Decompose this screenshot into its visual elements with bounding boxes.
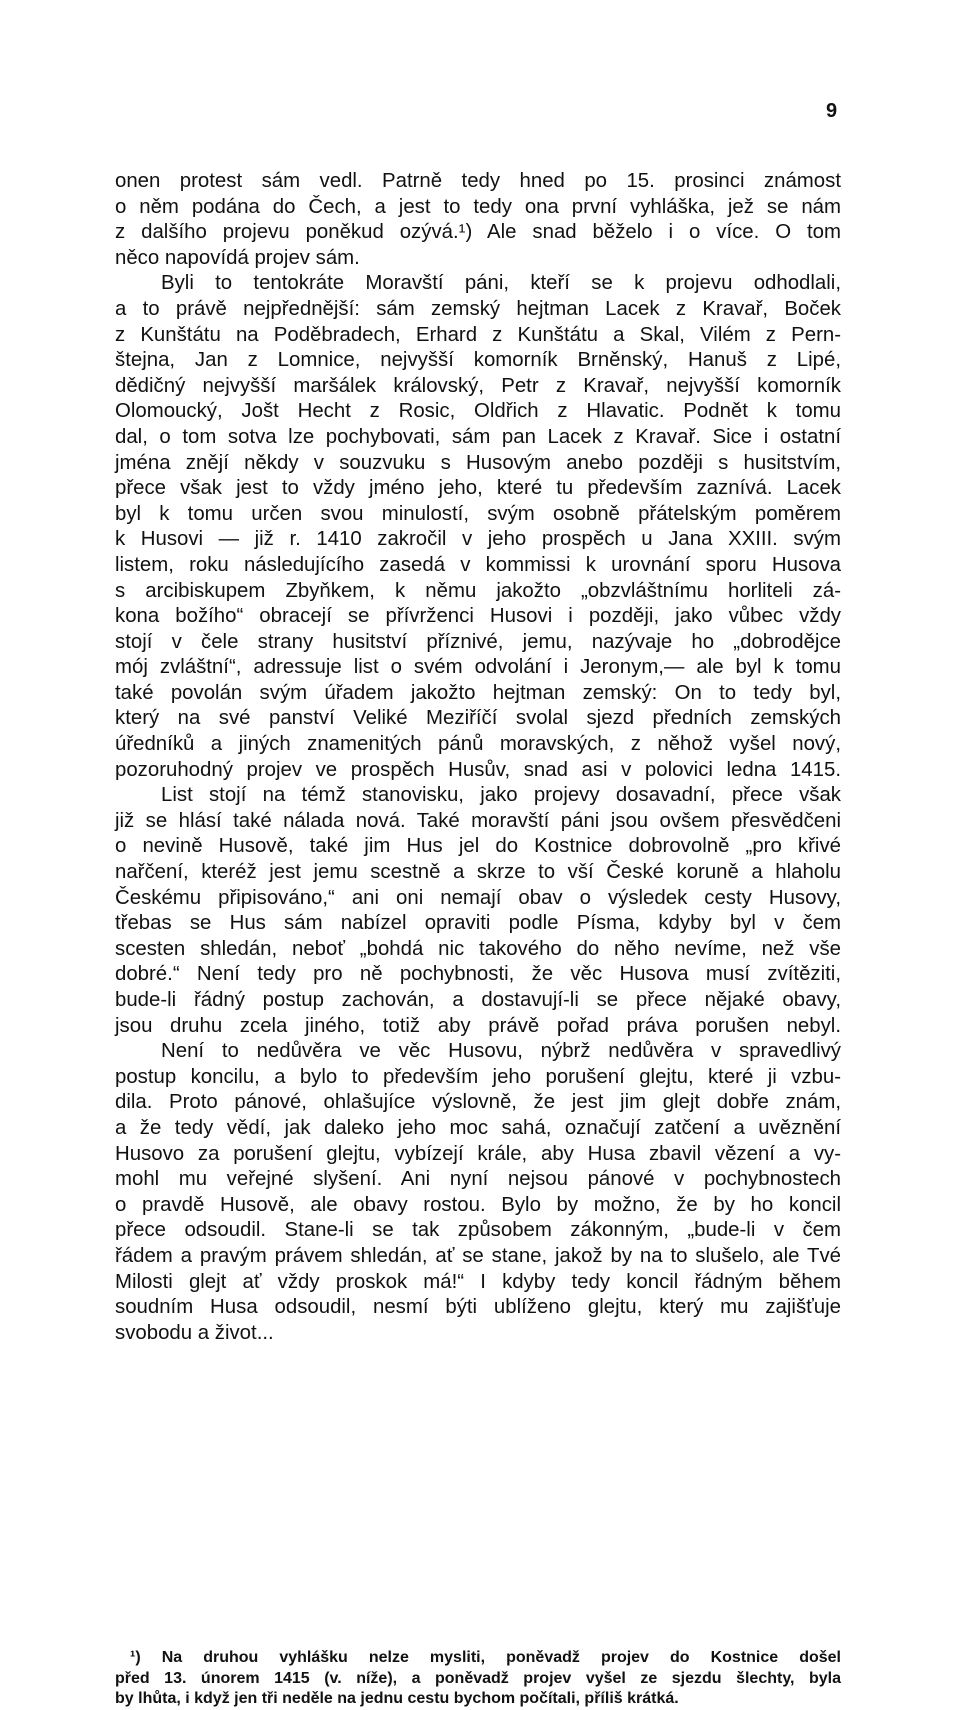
text-line: mój zvláštní“, adressuje list o svém odvolání i Jeronym,— ale byl k tomu [115,656,841,679]
text-line: bude-li řádný postup zachován, a dostavují-li se přece nějaké obavy, [115,989,841,1011]
text-line: onen protest sám vedl. Patrně tedy hned po 15. prosinci známost [115,170,841,192]
text-line: přece však jest to vždy jméno jeho, které tu především zaznívá. Lacek [115,477,841,500]
text-line: List stojí na témž stanovisku, jako projevy dosavadní, přece však [161,784,841,807]
text-line: o pravdě Husově, ale obavy rostou. Bylo by možno, že by ho koncil [115,1193,841,1216]
text-line: z dalšího projevu poněkud ozývá.¹) Ale snad běželo i o více. O tom [115,221,841,244]
text-line: o něm podána do Čech, a jest to tedy ona první vyhláška, jež se nám [115,195,841,218]
text-line: jsou druhu zcela jiného, totiž aby právě pořad práva porušen nebyl. [115,1014,841,1037]
text-line: mohl mu veřejné slyšení. Ani nyní nejsou pánové v pochybnostech [115,1168,841,1191]
text-line: a to právě nejpřednější: sám zemský hejtman Lacek z Kravař, Boček [115,297,841,320]
text-line: dila. Proto pánové, ohlašujíce výslovně, že jest jim glejt dobře znám, [115,1091,841,1114]
text-line: scesten shledán, neboť „bohdá nic takového do něho nevíme, než vše [115,937,841,960]
text-line: Milosti glejt ať vždy proskok má!“ I kdyby tedy koncil řádným během [115,1270,841,1293]
text-line: Byli to tentokráte Moravští páni, kteří se k projevu odhodlali, [161,272,841,295]
footnote-line: ¹) Na druhou vyhlášku nelze mysliti, poněvadž projev do Kostnice došel [130,1649,841,1666]
text-line: také povolán svým úřadem jakožto hejtman zemský: On to tedy byl, [115,681,841,704]
text-line: dědičný nejvyšší maršálek královský, Petr z Kravař, nejvyšší komorník [115,374,841,397]
footnote-line: před 13. únorem 1415 (v. níže), a poněvadž projev vyšel ze sjezdu šlechty, byla [115,1669,841,1687]
text-line: dobré.“ Není tedy pro ně pochybnosti, že věc Husova musí zvítěziti, [115,963,841,986]
footnote-line: by lhůta, i když jen tři neděle na jednu cestu bychom počítali, příliš krátká. [115,1690,679,1707]
text-line: s arcibiskupem Zbyňkem, k němu jakožto „obzvláštnímu horliteli zá- [115,579,841,602]
text-line: Českému připisováno,“ ani oni nemají obav o výsledek cesty Husovy, [115,886,841,909]
text-line: byl k tomu určen svou minulostí, svým osobně přátelským poměrem [115,502,841,525]
text-line: Husovo za porušení glejtu, vybízejí krále, aby Husa zbavil vězení a vy- [115,1142,841,1165]
text-line: postup koncilu, a bylo to především jeho porušení glejtu, které ji vzbu- [115,1065,841,1088]
text-line: kona božího“ obracejí se přívrženci Husovi i později, jako vůbec vždy [115,605,841,628]
text-line: stojí v čele strany husitství příznivé, jemu, nazývaje ho „dobrodějce [115,630,841,653]
page-number: 9 [826,100,838,122]
text-line: úředníků a jiných znamenitých pánů moravských, z něhož vyšel nový, [115,733,841,756]
text-line: třebas se Hus sám nabízel opraviti podle Písma, kdyby byl v čem [115,912,841,935]
text-line: řádem a pravým právem shledán, ať se stane, jakož by na to slušelo, ale Tvé [115,1244,841,1267]
text-line: jména znějí někdy v souzvuku s Husovým anebo později s husitstvím, [115,451,841,474]
text-line: Olomoucký, Jošt Hecht z Rosic, Oldřich z Hlavatic. Podnět k tomu [115,400,841,423]
footnote [115,1648,841,1710]
text-line: přece odsoudil. Stane-li se tak způsobem zákonným, „bude-li v čem [115,1219,841,1242]
text-line: dal, o tom sotva lze pochybovati, sám pan Lacek z Kravař. Sice i ostatní [115,425,841,448]
body-text [115,169,841,1346]
text-line: který na své panství Veliké Meziříčí svolal sjezd předních zemských [115,707,841,730]
text-line: z Kunštátu na Poděbradech, Erhard z Kunštátu a Skal, Vilém z Pern- [115,323,841,346]
text-line: pozoruhodný projev ve prospěch Husův, snad asi v polovici ledna 1415. [115,758,841,781]
text-line: soudním Husa odsoudil, nesmí býti ublíženo glejtu, který mu zajišťuje [115,1296,841,1319]
text-line: a že tedy vědí, jak daleko jeho moc sahá, označují zatčení a uvěznění [115,1116,841,1139]
text-line: svobodu a život... [115,1321,274,1344]
text-line: k Husovi — již r. 1410 zakročil v jeho prospěch u Jana XXIII. svým [115,528,841,551]
text-line: již se hlásí také nálada nová. Také moravští páni jsou ovšem přesvědčeni [115,809,841,832]
text-line: listem, roku následujícího zasedá v kommissi k urovnání sporu Husova [115,553,841,576]
text-line: o nevině Husově, také jim Hus jel do Kostnice dobrovolně „pro křivé [115,835,841,858]
text-line: nařčení, kteréž jest jemu scestně a skrze to vší České koruně a hlaholu [115,861,841,884]
text-line: Není to nedůvěra ve věc Husovu, nýbrž nedůvěra v spravedlivý [161,1040,841,1063]
text-line: něco napovídá projev sám. [115,246,360,269]
text-line: štejna, Jan z Lomnice, nejvyšší komorník Brněnský, Hanuš z Lipé, [115,349,841,372]
